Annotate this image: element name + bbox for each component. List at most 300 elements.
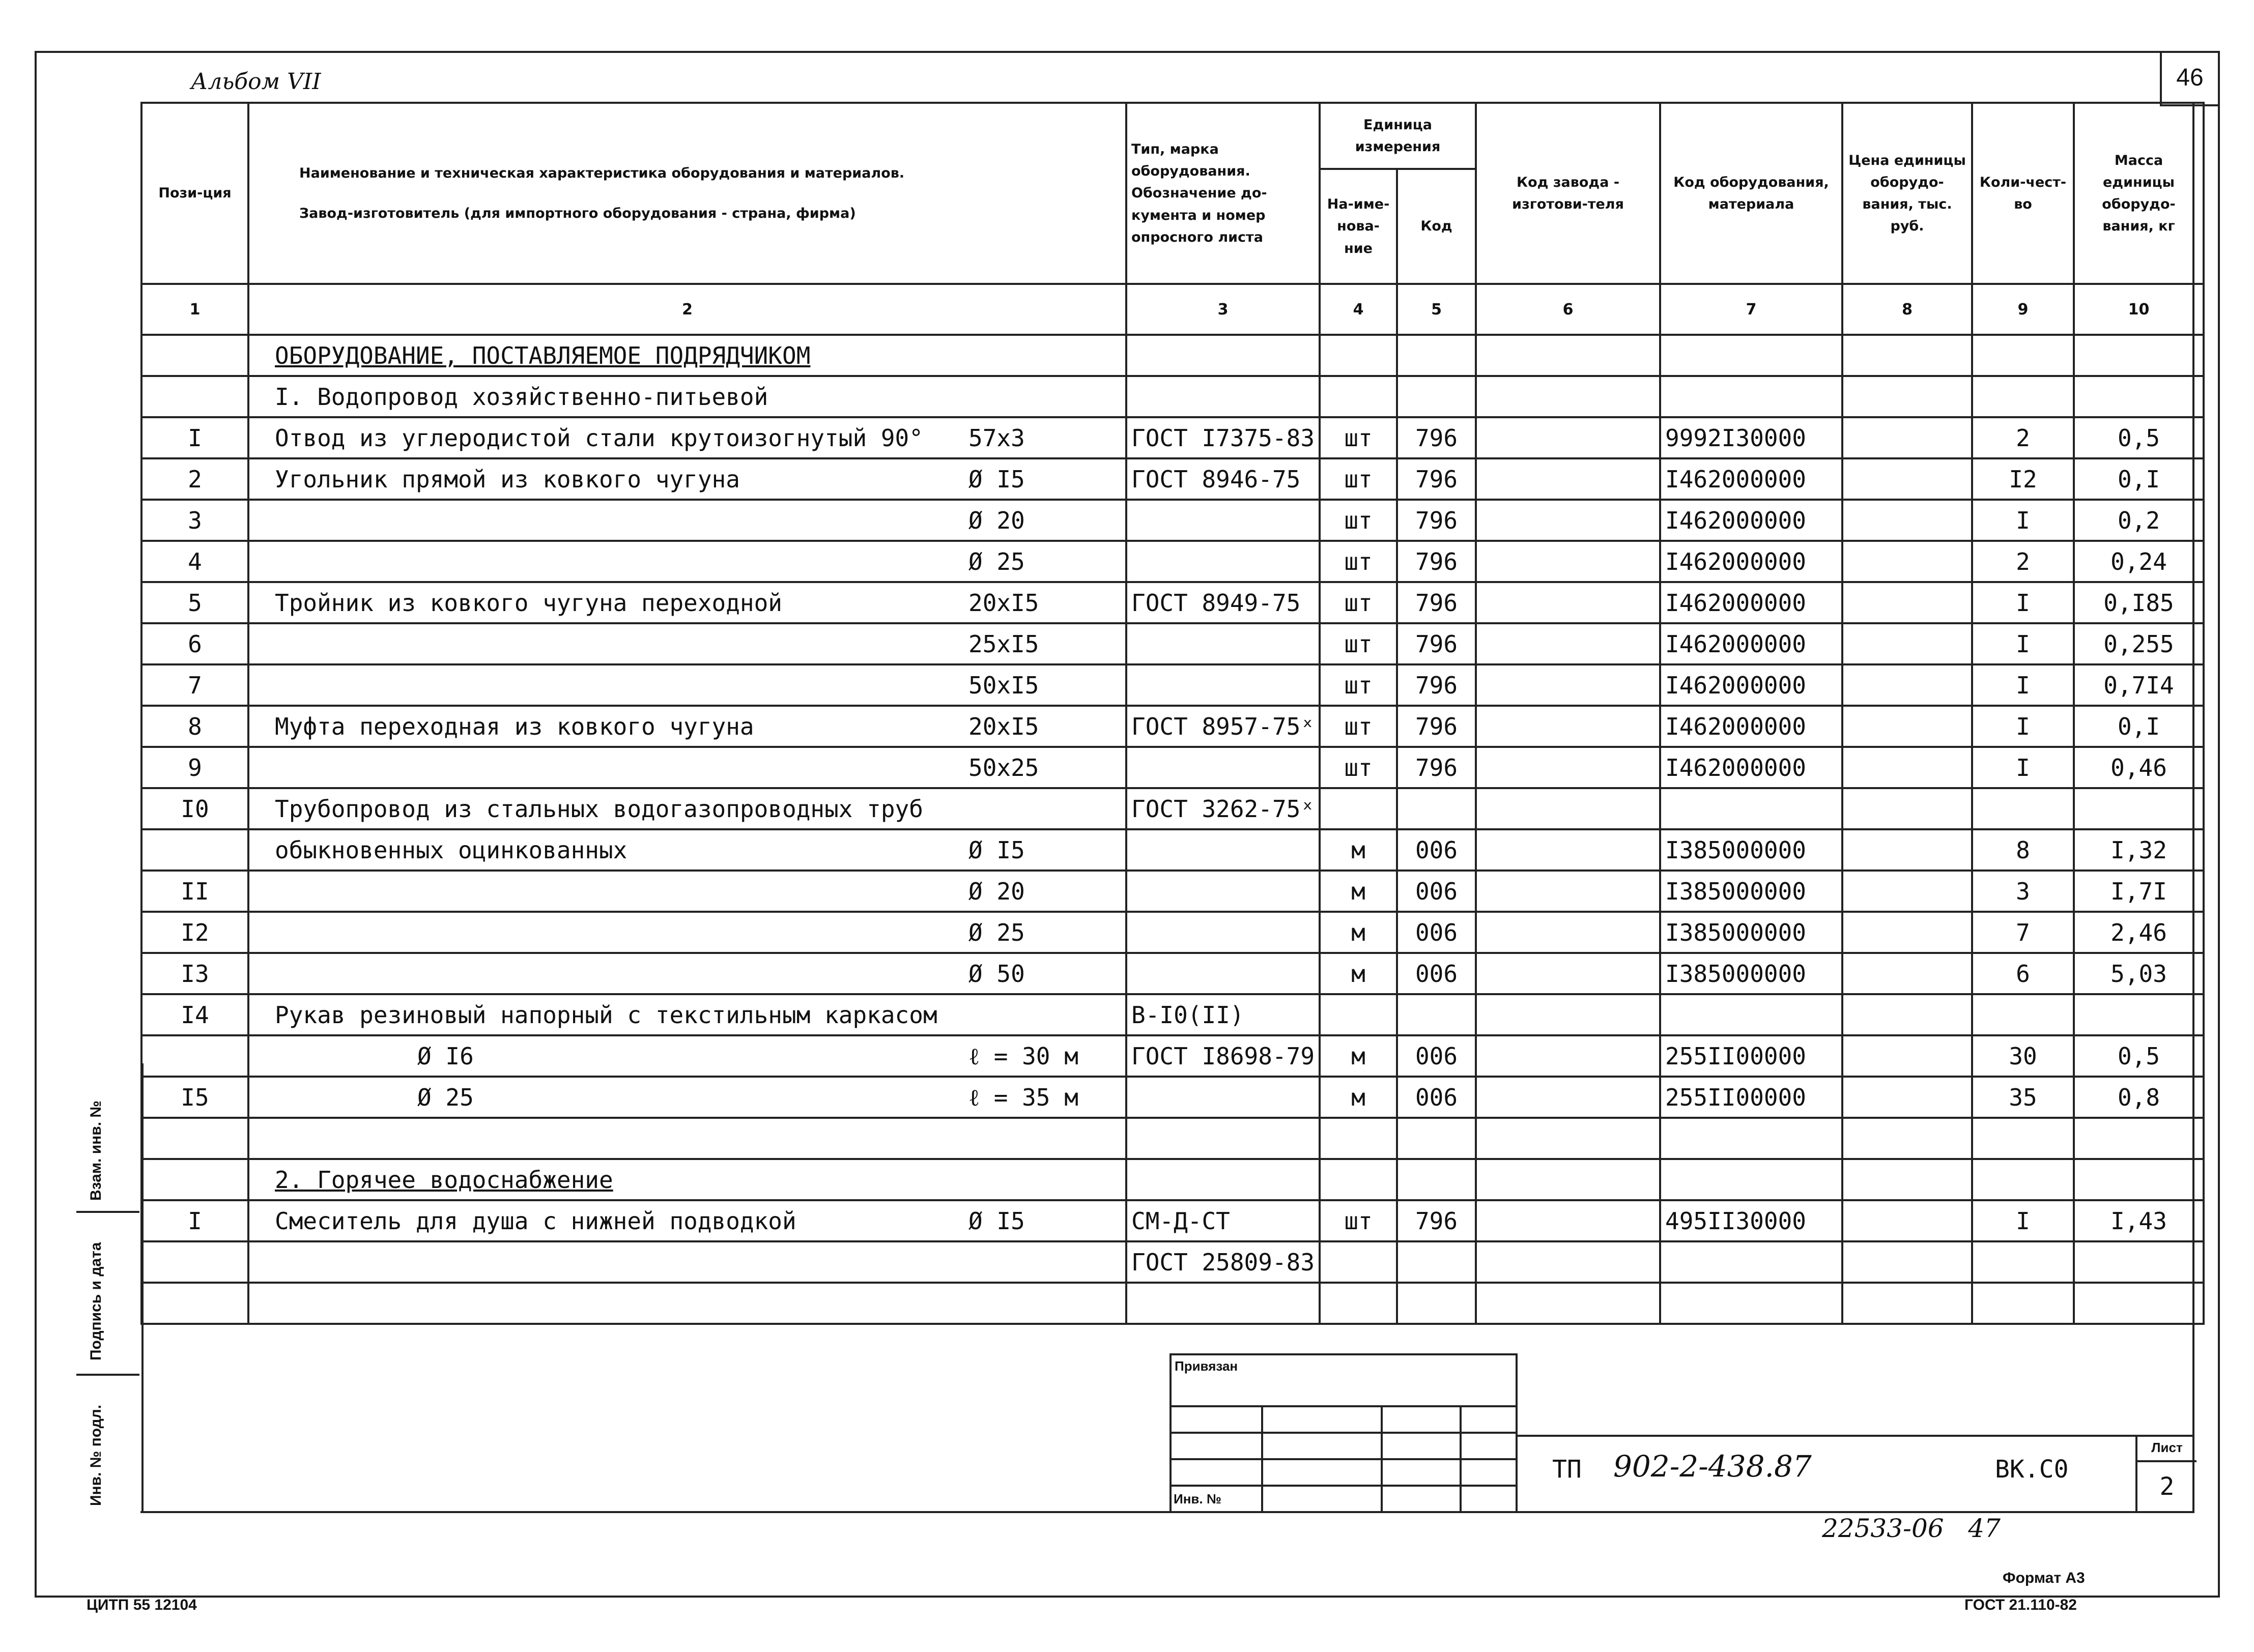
- cell-document: [1126, 912, 1320, 953]
- cell-mass: I,43: [2074, 1200, 2204, 1241]
- column-number: 7: [1660, 284, 1842, 335]
- cell-equipment-code: [1660, 994, 1842, 1035]
- cell-quantity: [1972, 994, 2074, 1035]
- cell-position: I4: [141, 994, 248, 1035]
- cell-position: 2: [141, 458, 248, 500]
- cell-plant-code: [1476, 500, 1660, 541]
- cell-plant-code: [1476, 664, 1660, 706]
- cell-name: [248, 1159, 1126, 1200]
- item-size: [968, 795, 1121, 823]
- item-size: 20xI5: [968, 589, 1039, 617]
- sidebar-signature-label: Подпись и дата: [88, 1242, 104, 1360]
- cell-position: I2: [141, 912, 248, 953]
- cell-unit-code: [1397, 376, 1476, 417]
- cell-mass: I,7I: [2074, 871, 2204, 912]
- cell-position: 4: [141, 541, 248, 582]
- cell-price: [1842, 664, 1972, 706]
- titleblock-project: 902-2-438.87: [1613, 1449, 1812, 1484]
- cell-document: [1126, 871, 1320, 912]
- sidebar-vzam-label: Взам. инв. №: [88, 1100, 104, 1201]
- cell-unit-code: 796: [1397, 582, 1476, 623]
- cell-price: [1842, 1159, 1972, 1200]
- item-name: Трубопровод из стальных водогазопроводных труб: [275, 795, 923, 823]
- cell-unit-name: [1320, 1241, 1397, 1283]
- item-size: [968, 342, 1121, 369]
- cell-unit-code: 796: [1397, 458, 1476, 500]
- cell-quantity: 2: [1972, 541, 2074, 582]
- cell-unit-code: [1397, 1159, 1476, 1200]
- table-row: [141, 417, 2204, 458]
- table-row: [141, 1077, 2204, 1118]
- cell-plant-code: [1476, 1159, 1660, 1200]
- cell-mass: [2074, 1241, 2204, 1283]
- cell-quantity: [1972, 376, 2074, 417]
- cell-quantity: [1972, 1118, 2074, 1159]
- cell-equipment-code: [1660, 1118, 1842, 1159]
- cell-unit-name: шт: [1320, 706, 1397, 747]
- cell-equipment-code: I462000000: [1660, 706, 1842, 747]
- header-mass: Масса единицы оборудо-вания, кг: [2074, 103, 2204, 284]
- item-size: Ø 25: [968, 547, 1025, 575]
- cell-unit-name: [1320, 994, 1397, 1035]
- item-size: Ø 20: [968, 877, 1025, 905]
- cell-document: [1126, 376, 1320, 417]
- cell-equipment-code: I462000000: [1660, 458, 1842, 500]
- cell-equipment-code: I385000000: [1660, 829, 1842, 871]
- cell-unit-name: шт: [1320, 664, 1397, 706]
- header-plant-code: Код завода - изготови-теля: [1476, 103, 1660, 284]
- titleblock-mark: ВК.С0: [1995, 1455, 2069, 1484]
- cell-plant-code: [1476, 623, 1660, 664]
- cell-plant-code: [1476, 1241, 1660, 1283]
- table-row: [141, 953, 2204, 994]
- cell-mass: [2074, 788, 2204, 829]
- cell-price: [1842, 829, 1972, 871]
- cell-plant-code: [1476, 1283, 1660, 1324]
- cell-position: [141, 1283, 248, 1324]
- cell-price: [1842, 1200, 1972, 1241]
- cell-document: СМ-Д-СТ: [1126, 1200, 1320, 1241]
- cell-equipment-code: I462000000: [1660, 623, 1842, 664]
- cell-mass: 0,7I4: [2074, 664, 2204, 706]
- cell-price: [1842, 1283, 1972, 1324]
- sidebar-signature-cell: [76, 1213, 139, 1376]
- cell-quantity: 2: [1972, 417, 2074, 458]
- cell-price: [1842, 458, 1972, 500]
- header-position: Пози-ция: [141, 103, 248, 284]
- cell-mass: [2074, 1118, 2204, 1159]
- item-size: 50xI5: [968, 671, 1039, 699]
- cell-quantity: I: [1972, 706, 2074, 747]
- cell-plant-code: [1476, 541, 1660, 582]
- header-type: Тип, марка оборудования. Обозначение до-кумента и номер опросного листа: [1126, 103, 1320, 284]
- cell-document: ГОСТ I8698-79: [1126, 1035, 1320, 1077]
- column-number: 5: [1397, 284, 1476, 335]
- cell-price: [1842, 500, 1972, 541]
- cell-price: [1842, 582, 1972, 623]
- item-name: Муфта переходная из ковкого чугуна: [275, 712, 754, 740]
- cell-document: ГОСТ 3262-75ˣ: [1126, 788, 1320, 829]
- cell-quantity: I: [1972, 664, 2074, 706]
- cell-price: [1842, 1241, 1972, 1283]
- sheet-cell: [2135, 1435, 2196, 1513]
- item-name: 2. Горячее водоснабжение: [275, 1166, 613, 1194]
- cell-name: [248, 994, 1126, 1035]
- cell-unit-name: [1320, 788, 1397, 829]
- cell-position: [141, 335, 248, 376]
- cell-equipment-code: I462000000: [1660, 500, 1842, 541]
- table-row: [141, 1035, 2204, 1077]
- cell-unit-code: [1397, 1241, 1476, 1283]
- cell-unit-name: м: [1320, 829, 1397, 871]
- footer-gost: ГОСТ 21.110-82: [1964, 1597, 2077, 1613]
- cell-unit-name: шт: [1320, 500, 1397, 541]
- cell-equipment-code: 9992I30000: [1660, 417, 1842, 458]
- cell-mass: 0,I: [2074, 706, 2204, 747]
- column-number: 1: [141, 284, 248, 335]
- cell-unit-name: [1320, 1283, 1397, 1324]
- cell-document: [1126, 541, 1320, 582]
- cell-position: I: [141, 1200, 248, 1241]
- cell-quantity: 35: [1972, 1077, 2074, 1118]
- cell-unit-code: 006: [1397, 953, 1476, 994]
- cell-position: 5: [141, 582, 248, 623]
- item-size: Ø 25: [968, 918, 1025, 946]
- cell-equipment-code: I385000000: [1660, 871, 1842, 912]
- cell-unit-code: [1397, 994, 1476, 1035]
- cell-mass: 2,46: [2074, 912, 2204, 953]
- cell-unit-name: шт: [1320, 747, 1397, 788]
- cell-unit-name: м: [1320, 953, 1397, 994]
- table-row: [141, 664, 2204, 706]
- titleblock-tp: ТП: [1552, 1455, 1582, 1484]
- cell-mass: I,32: [2074, 829, 2204, 871]
- cell-quantity: [1972, 335, 2074, 376]
- cell-unit-name: шт: [1320, 623, 1397, 664]
- cell-name: [248, 458, 1126, 500]
- cell-unit-name: [1320, 1118, 1397, 1159]
- table-row: [141, 623, 2204, 664]
- item-name: Ø 25: [417, 1083, 474, 1111]
- cell-name: [248, 623, 1126, 664]
- cell-document: B-I0(II): [1126, 994, 1320, 1035]
- column-number: 9: [1972, 284, 2074, 335]
- cell-document: [1126, 664, 1320, 706]
- cell-unit-code: 796: [1397, 623, 1476, 664]
- cell-quantity: 8: [1972, 829, 2074, 871]
- column-number: 4: [1320, 284, 1397, 335]
- cell-document: ГОСТ 25809-83: [1126, 1241, 1320, 1283]
- table-row: [141, 1159, 2204, 1200]
- column-number: 2: [248, 284, 1126, 335]
- cell-name: [248, 1241, 1126, 1283]
- cell-name: [248, 829, 1126, 871]
- footer-format: Формат А3: [2003, 1570, 2085, 1586]
- table-row: [141, 582, 2204, 623]
- cell-unit-name: шт: [1320, 582, 1397, 623]
- header-name: [248, 103, 1126, 284]
- cell-plant-code: [1476, 1035, 1660, 1077]
- cell-unit-code: 006: [1397, 1077, 1476, 1118]
- item-size: Ø 20: [968, 506, 1025, 534]
- cell-plant-code: [1476, 829, 1660, 871]
- item-name: Отвод из углеродистой стали крутоизогнутый 90°: [275, 424, 923, 452]
- cell-equipment-code: I462000000: [1660, 747, 1842, 788]
- cell-unit-name: [1320, 376, 1397, 417]
- cell-price: [1842, 706, 1972, 747]
- cell-name: [248, 871, 1126, 912]
- cell-price: [1842, 417, 1972, 458]
- cell-plant-code: [1476, 335, 1660, 376]
- cell-plant-code: [1476, 417, 1660, 458]
- cell-price: [1842, 994, 1972, 1035]
- column-number: 10: [2074, 284, 2204, 335]
- binding-stamp: [1169, 1353, 1516, 1513]
- cell-equipment-code: I385000000: [1660, 912, 1842, 953]
- table-row: [141, 706, 2204, 747]
- cell-unit-name: шт: [1320, 458, 1397, 500]
- sidebar-inv-cell: [76, 1376, 139, 1509]
- cell-unit-code: 006: [1397, 1035, 1476, 1077]
- item-name: обыкновенных оцинкованных: [275, 836, 627, 864]
- sidebar-inv-label: Инв. № подл.: [88, 1404, 104, 1506]
- cell-unit-name: [1320, 335, 1397, 376]
- column-number: 6: [1476, 284, 1660, 335]
- item-size: Ø 50: [968, 960, 1025, 988]
- column-number: 3: [1126, 284, 1320, 335]
- sidebar-vzam-cell: [76, 1063, 139, 1213]
- cell-unit-code: 006: [1397, 829, 1476, 871]
- cell-document: [1126, 829, 1320, 871]
- cell-price: [1842, 623, 1972, 664]
- cell-quantity: I: [1972, 623, 2074, 664]
- cell-name: [248, 335, 1126, 376]
- item-size: [968, 383, 1121, 411]
- cell-plant-code: [1476, 788, 1660, 829]
- cell-mass: [2074, 1159, 2204, 1200]
- cell-name: [248, 664, 1126, 706]
- sheet-number: 2: [2159, 1472, 2175, 1501]
- item-name: Тройник из ковкого чугуна переходной: [275, 589, 782, 617]
- cell-unit-name: шт: [1320, 417, 1397, 458]
- cell-equipment-code: 255II00000: [1660, 1077, 1842, 1118]
- cell-quantity: 7: [1972, 912, 2074, 953]
- cell-equipment-code: [1660, 1283, 1842, 1324]
- cell-document: ГОСТ 8949-75: [1126, 582, 1320, 623]
- item-size: 50x25: [968, 753, 1039, 781]
- cell-document: ГОСТ 8946-75: [1126, 458, 1320, 500]
- header-unit-code: Код: [1397, 169, 1476, 284]
- cell-name: [248, 582, 1126, 623]
- cell-position: 3: [141, 500, 248, 541]
- cell-quantity: I2: [1972, 458, 2074, 500]
- cell-position: 7: [141, 664, 248, 706]
- cell-price: [1842, 335, 1972, 376]
- cell-equipment-code: I385000000: [1660, 953, 1842, 994]
- cell-unit-code: 796: [1397, 664, 1476, 706]
- item-size: 57x3: [968, 424, 1025, 452]
- cell-quantity: [1972, 1283, 2074, 1324]
- handwritten-number: 22533-06 47: [1822, 1514, 2001, 1543]
- cell-quantity: 6: [1972, 953, 2074, 994]
- cell-position: 9: [141, 747, 248, 788]
- cell-name: [248, 1200, 1126, 1241]
- cell-mass: [2074, 376, 2204, 417]
- cell-name: [248, 912, 1126, 953]
- cell-unit-code: 006: [1397, 912, 1476, 953]
- cell-equipment-code: [1660, 788, 1842, 829]
- cell-unit-code: 796: [1397, 747, 1476, 788]
- cell-mass: 0,I85: [2074, 582, 2204, 623]
- item-size: 20xI5: [968, 712, 1039, 740]
- cell-position: [141, 1035, 248, 1077]
- sidebar-stamp: [76, 1063, 144, 1511]
- cell-position: I5: [141, 1077, 248, 1118]
- cell-document: [1126, 335, 1320, 376]
- cell-quantity: I: [1972, 1200, 2074, 1241]
- footer-left: ЦИТП 55 12104: [87, 1597, 197, 1613]
- cell-unit-name: шт: [1320, 541, 1397, 582]
- table-row: [141, 1118, 2204, 1159]
- cell-unit-code: [1397, 335, 1476, 376]
- header-quantity: Коли-чест-во: [1972, 103, 2074, 284]
- table-row: [141, 376, 2204, 417]
- table-row: [141, 458, 2204, 500]
- item-size: ℓ = 30 м: [968, 1042, 1078, 1070]
- header-price: Цена единицы оборудо-вания, тыс. руб.: [1842, 103, 1972, 284]
- item-size: [968, 1001, 1121, 1029]
- cell-price: [1842, 1077, 1972, 1118]
- item-size: 25xI5: [968, 630, 1039, 658]
- cell-name: [248, 376, 1126, 417]
- cell-document: ГОСТ 8957-75ˣ: [1126, 706, 1320, 747]
- cell-plant-code: [1476, 912, 1660, 953]
- cell-equipment-code: [1660, 1159, 1842, 1200]
- cell-mass: 0,I: [2074, 458, 2204, 500]
- cell-equipment-code: [1660, 376, 1842, 417]
- cell-price: [1842, 376, 1972, 417]
- cell-unit-code: [1397, 788, 1476, 829]
- cell-price: [1842, 912, 1972, 953]
- table-row: [141, 1283, 2204, 1324]
- cell-unit-code: 796: [1397, 1200, 1476, 1241]
- bottom-rule: [140, 1511, 2194, 1513]
- cell-price: [1842, 1035, 1972, 1077]
- cell-price: [1842, 1118, 1972, 1159]
- cell-plant-code: [1476, 458, 1660, 500]
- cell-mass: 0,5: [2074, 417, 2204, 458]
- cell-name: [248, 1118, 1126, 1159]
- cell-position: [141, 1159, 248, 1200]
- cell-plant-code: [1476, 1077, 1660, 1118]
- cell-plant-code: [1476, 871, 1660, 912]
- inv-no-label: Инв. №: [1171, 1486, 1262, 1512]
- cell-name: [248, 1077, 1126, 1118]
- cell-name: [248, 747, 1126, 788]
- table-row: [141, 871, 2204, 912]
- item-size: Ø I5: [968, 465, 1025, 493]
- cell-price: [1842, 953, 1972, 994]
- cell-position: [141, 1118, 248, 1159]
- header-unit-name: На-име-нова-ние: [1320, 169, 1397, 284]
- column-number: 8: [1842, 284, 1972, 335]
- cell-price: [1842, 871, 1972, 912]
- cell-mass: [2074, 1283, 2204, 1324]
- cell-unit-name: шт: [1320, 1200, 1397, 1241]
- cell-position: 8: [141, 706, 248, 747]
- cell-quantity: I: [1972, 582, 2074, 623]
- cell-position: 6: [141, 623, 248, 664]
- cell-unit-name: м: [1320, 871, 1397, 912]
- cell-equipment-code: I462000000: [1660, 582, 1842, 623]
- cell-unit-name: м: [1320, 1077, 1397, 1118]
- cell-name: [248, 1283, 1126, 1324]
- cell-unit-name: м: [1320, 912, 1397, 953]
- item-name: Рукав резиновый напорный с текстильным каркасом: [275, 1001, 937, 1029]
- item-size: Ø I5: [968, 836, 1025, 864]
- cell-quantity: 3: [1972, 871, 2074, 912]
- cell-position: I: [141, 417, 248, 458]
- cell-plant-code: [1476, 994, 1660, 1035]
- titleblock-rule: [1516, 1435, 2194, 1437]
- cell-plant-code: [1476, 706, 1660, 747]
- item-name: Смеситель для душа с нижней подводкой: [275, 1207, 796, 1235]
- header-name-line1: Наименование и техническая характеристика оборудования и материалов.: [299, 165, 905, 181]
- cell-unit-code: 006: [1397, 871, 1476, 912]
- cell-document: [1126, 1283, 1320, 1324]
- table-row: [141, 541, 2204, 582]
- table-row: [141, 829, 2204, 871]
- cell-equipment-code: [1660, 1241, 1842, 1283]
- cell-price: [1842, 747, 1972, 788]
- cell-name: [248, 953, 1126, 994]
- cell-equipment-code: 255II00000: [1660, 1035, 1842, 1077]
- item-size: [968, 1166, 1121, 1194]
- cell-name: [248, 541, 1126, 582]
- right-rule: [2192, 102, 2194, 1513]
- cell-document: [1126, 1118, 1320, 1159]
- cell-unit-code: 796: [1397, 500, 1476, 541]
- cell-unit-code: [1397, 1118, 1476, 1159]
- cell-document: ГОСТ I7375-83: [1126, 417, 1320, 458]
- cell-plant-code: [1476, 582, 1660, 623]
- cell-plant-code: [1476, 376, 1660, 417]
- album-label: Альбом VII: [191, 69, 321, 95]
- page-number: 46: [2160, 51, 2218, 106]
- cell-mass: [2074, 994, 2204, 1035]
- cell-position: I3: [141, 953, 248, 994]
- header-equipment-code: Код оборудования, материала: [1660, 103, 1842, 284]
- cell-mass: 0,24: [2074, 541, 2204, 582]
- header-name-line2: Завод-изготовитель (для импортного оборудования - страна, фирма): [299, 206, 856, 221]
- table-row: [141, 335, 2204, 376]
- item-size: ℓ = 35 м: [968, 1083, 1078, 1111]
- cell-equipment-code: I462000000: [1660, 664, 1842, 706]
- cell-mass: 0,8: [2074, 1077, 2204, 1118]
- cell-unit-code: [1397, 1283, 1476, 1324]
- cell-plant-code: [1476, 1118, 1660, 1159]
- cell-price: [1842, 541, 1972, 582]
- table-row: [141, 788, 2204, 829]
- cell-unit-code: 796: [1397, 541, 1476, 582]
- cell-position: [141, 829, 248, 871]
- table-row: [141, 1200, 2204, 1241]
- table-row: [141, 500, 2204, 541]
- item-name: Ø I6: [417, 1042, 474, 1070]
- cell-quantity: 30: [1972, 1035, 2074, 1077]
- cell-name: [248, 417, 1126, 458]
- cell-quantity: [1972, 1159, 2074, 1200]
